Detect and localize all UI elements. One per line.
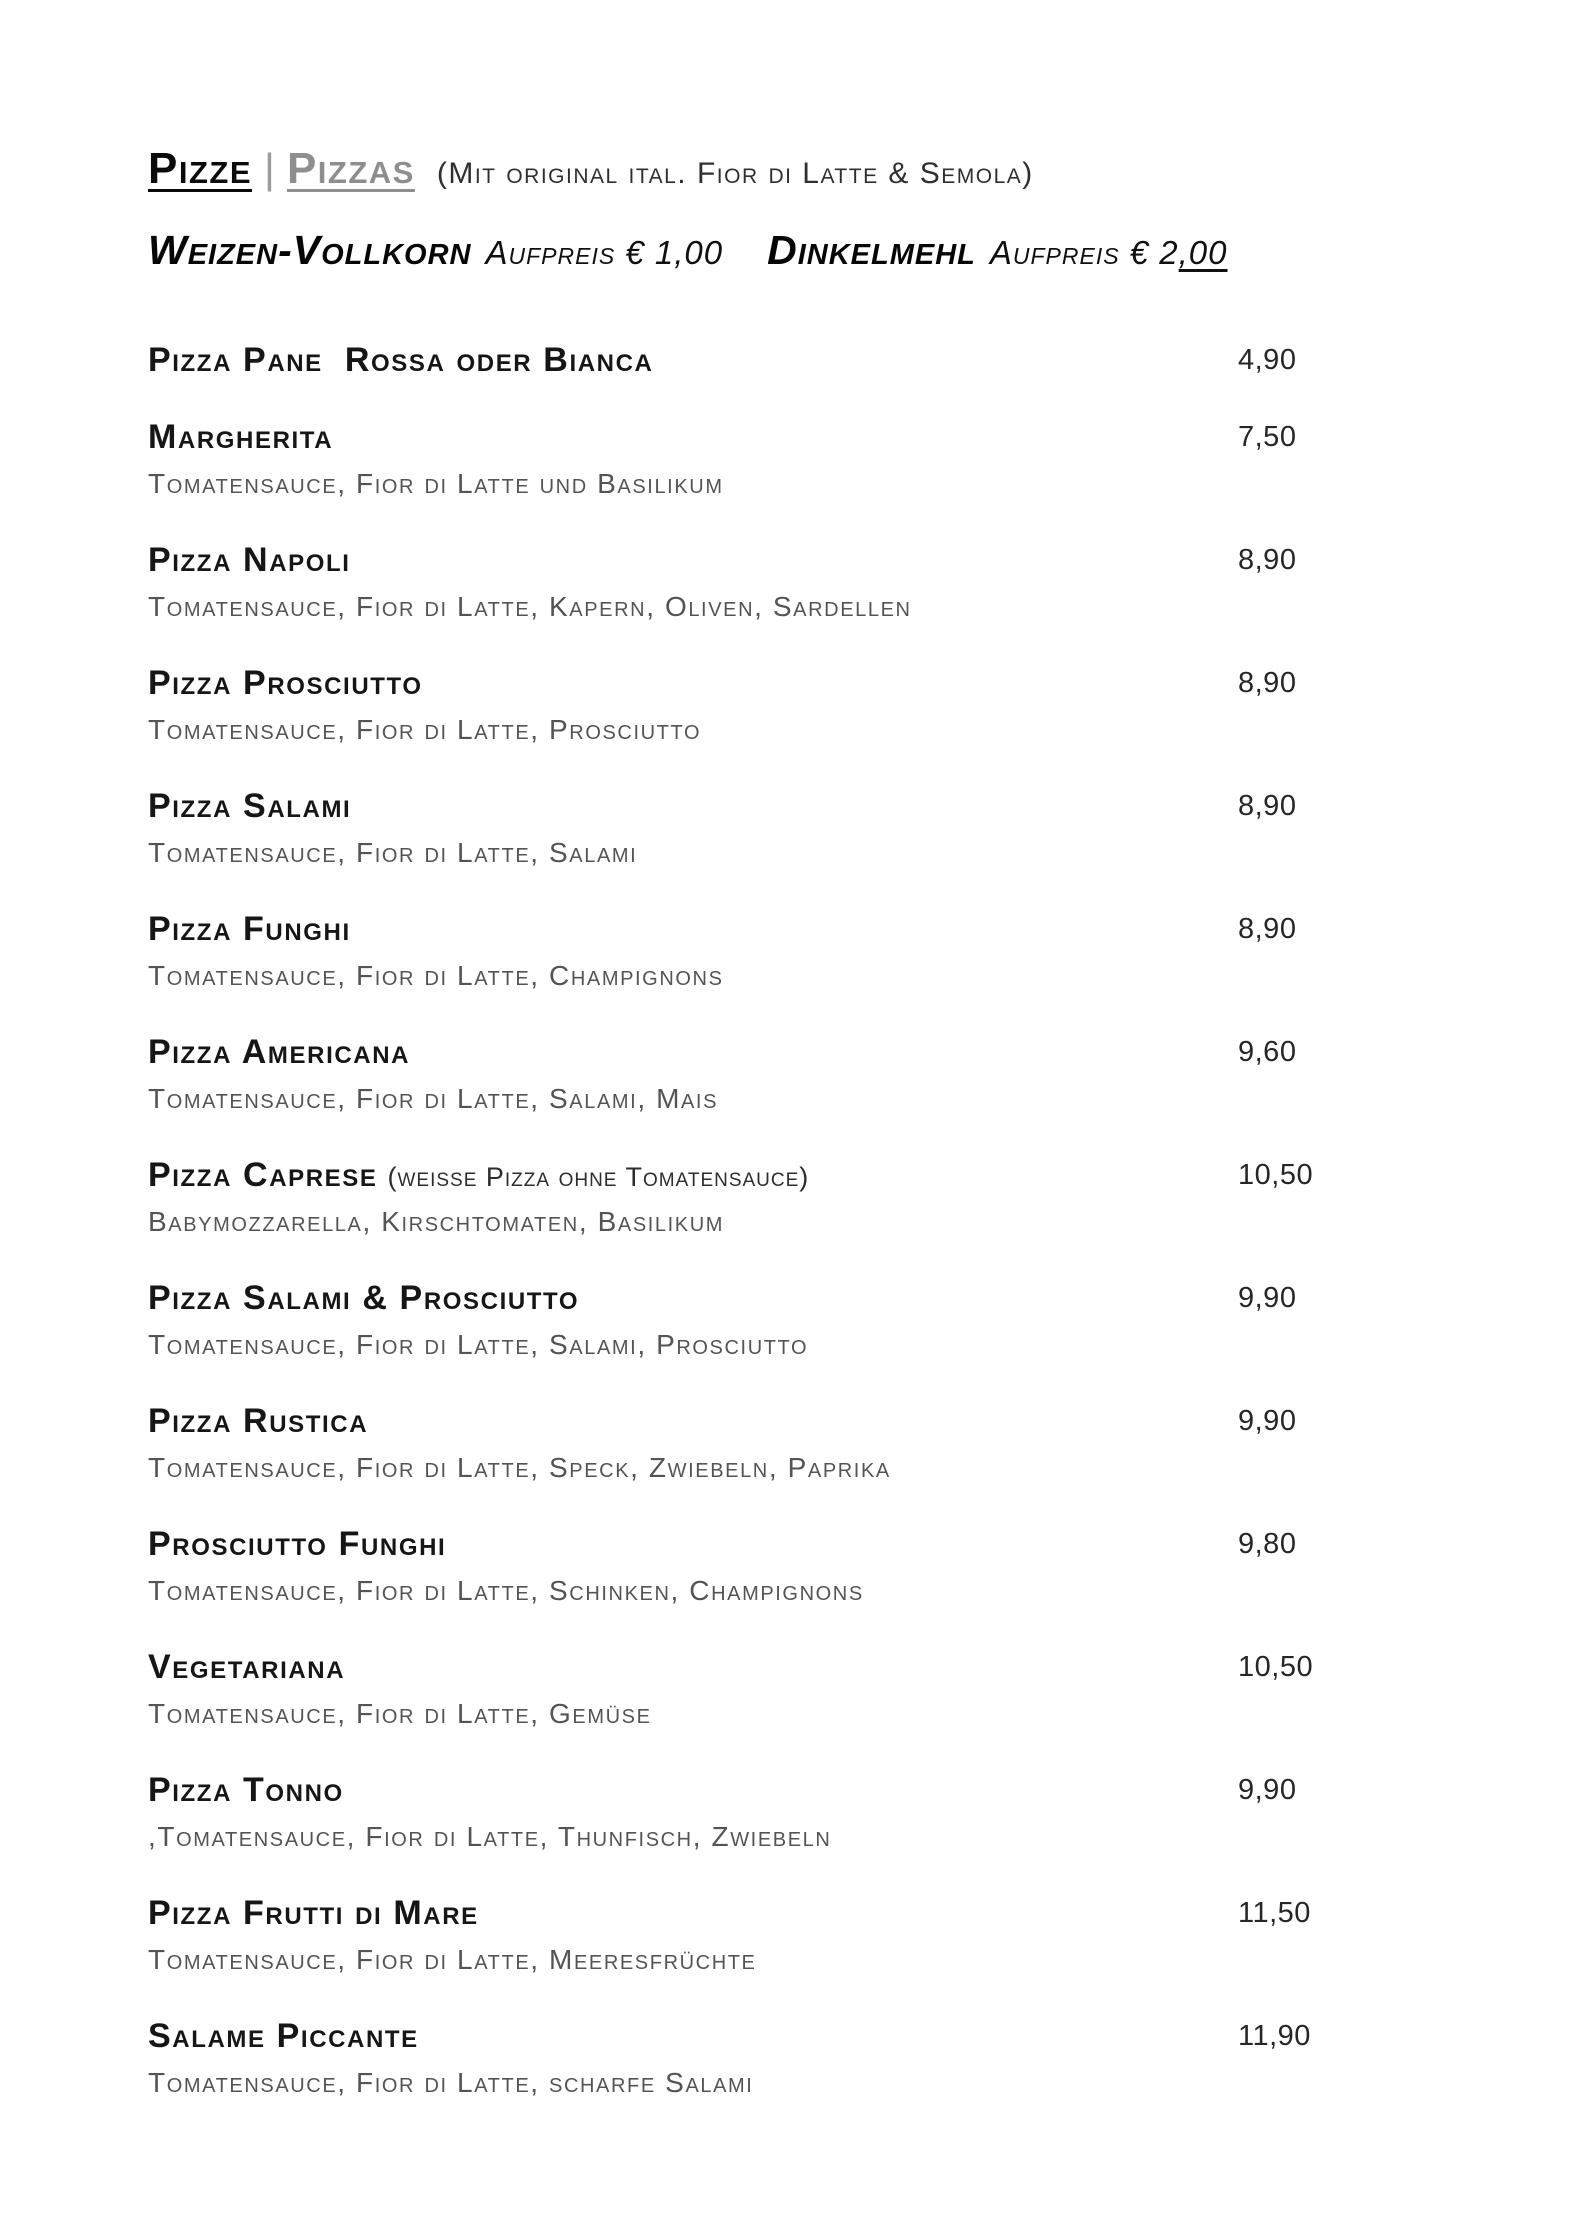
item-price: 9,80 [1238,1528,1297,1560]
item-name: Pizza Prosciutto [148,664,423,702]
surcharge-flour1-name: Weizen-Vollkorn [148,227,472,273]
item-name: Pizza Pane Rossa oder Bianca [148,341,654,379]
item-price: 8,90 [1238,913,1297,945]
title-separator: | [264,145,275,192]
item-price: 8,90 [1238,544,1297,576]
surcharge-flour1-price: Aufpreis € 1,00 [485,234,724,271]
item-price: 4,90 [1238,344,1297,376]
menu-item [148,1278,1298,1361]
menu-item [148,2016,1311,2099]
item-description: Tomatensauce, Fior di Latte, Speck, Zwiebeln, Paprika [148,1452,891,1483]
item-name-line [148,540,1238,587]
item-name: Vegetariana [148,1648,346,1686]
item-name: Pizza Salami & Prosciutto [148,1279,580,1317]
item-price: 11,50 [1238,1897,1311,1929]
item-name-line [148,1155,1238,1202]
menu-item [148,1401,1298,1484]
item-description: Tomatensauce, Fior di Latte, Champignons [148,960,724,991]
item-name-line [148,1278,1238,1325]
item-description: Tomatensauce, Fior di Latte, Prosciutto [148,714,702,745]
item-name: Pizza Frutti di Mare [148,1894,479,1932]
item-price: 11,90 [1238,2020,1311,2052]
item-price: 10,50 [1238,1159,1314,1191]
menu-content [148,144,1314,2139]
item-name: Pizza Rustica [148,1402,369,1440]
menu-item [148,1770,1298,1853]
menu-item [148,1155,1314,1238]
item-name: Pizza Salami [148,787,352,825]
item-note: (weisse Pizza ohne Tomatensauce) [387,1162,810,1192]
item-description: Tomatensauce, Fior di Latte, Salami, Mais [148,1083,719,1114]
surcharge-flour2-price-underlined: ,00 [1178,234,1228,271]
menu-item [148,1032,1298,1115]
item-name-line [148,1647,1238,1694]
item-description: Tomatensauce, Fior di Latte und Basilikum [148,468,724,499]
item-price: 9,90 [1238,1774,1297,1806]
title-pizzas: Pizzas [286,144,415,193]
item-name-line [148,1893,1238,1940]
item-description: Tomatensauce, Fior di Latte, Meeresfrüchte [148,1944,757,1975]
menu-item [148,1524,1298,1607]
item-name: Prosciutto Funghi [148,1525,447,1563]
item-description: Tomatensauce, Fior di Latte, Gemüse [148,1698,652,1729]
item-price: 7,50 [1238,421,1297,453]
item-name: Pizza Napoli [148,541,351,579]
item-name-line [148,417,1238,464]
item-name-line [148,340,1238,387]
item-description: Tomatensauce, Fior di Latte, scharfe Salami [148,2067,754,2098]
menu-item [148,1893,1311,1976]
menu-item [148,540,1298,623]
surcharge-flour2-price [990,234,1228,271]
menu-items-list [148,340,1314,2099]
item-description: Tomatensauce, Fior di Latte, Schinken, Champignons [148,1575,864,1606]
item-name: Pizza Funghi [148,910,351,948]
item-description: Babymozzarella, Kirschtomaten, Basilikum [148,1206,725,1237]
item-price: 10,50 [1238,1651,1314,1683]
title-pizze: Pizze [148,144,253,193]
menu-item [148,417,1298,500]
item-description: ,Tomatensauce, Fior di Latte, Thunfisch, Zwiebeln [148,1821,832,1852]
item-name: Pizza Caprese [148,1156,378,1194]
item-name-line [148,1032,1238,1079]
item-name-line [148,2016,1238,2063]
item-price: 9,90 [1238,1282,1297,1314]
surcharge-flour2-price-prefix: Aufpreis € 2 [989,234,1179,271]
menu-item [148,663,1298,746]
item-name-line [148,1524,1238,1571]
menu-item [148,1647,1314,1730]
item-price: 8,90 [1238,667,1297,699]
item-description: Tomatensauce, Fior di Latte, Salami, Prosciutto [148,1329,809,1360]
menu-item [148,786,1298,869]
surcharge-flour2-name: Dinkelmehl [767,227,976,273]
page-title [148,146,1298,202]
item-name-line [148,909,1238,956]
item-name: Pizza Tonno [148,1771,344,1809]
menu-item [148,909,1298,992]
item-name-line [148,1770,1238,1817]
item-price: 8,90 [1238,790,1297,822]
item-name: Margherita [148,418,334,456]
item-price: 9,60 [1238,1036,1297,1068]
item-name: Salame Piccante [148,2017,419,2055]
item-price: 9,90 [1238,1405,1297,1437]
title-note: (Mit original ital. Fior di Latte & Semola) [436,157,1034,190]
menu-item [148,340,1298,387]
item-name-line [148,663,1238,710]
item-name: Pizza Americana [148,1033,411,1071]
item-name-line [148,1401,1238,1448]
surcharge-line [148,226,1298,284]
item-name-line [148,786,1238,833]
item-description: Tomatensauce, Fior di Latte, Kapern, Oliven, Sardellen [148,591,912,622]
item-description: Tomatensauce, Fior di Latte, Salami [148,837,638,868]
